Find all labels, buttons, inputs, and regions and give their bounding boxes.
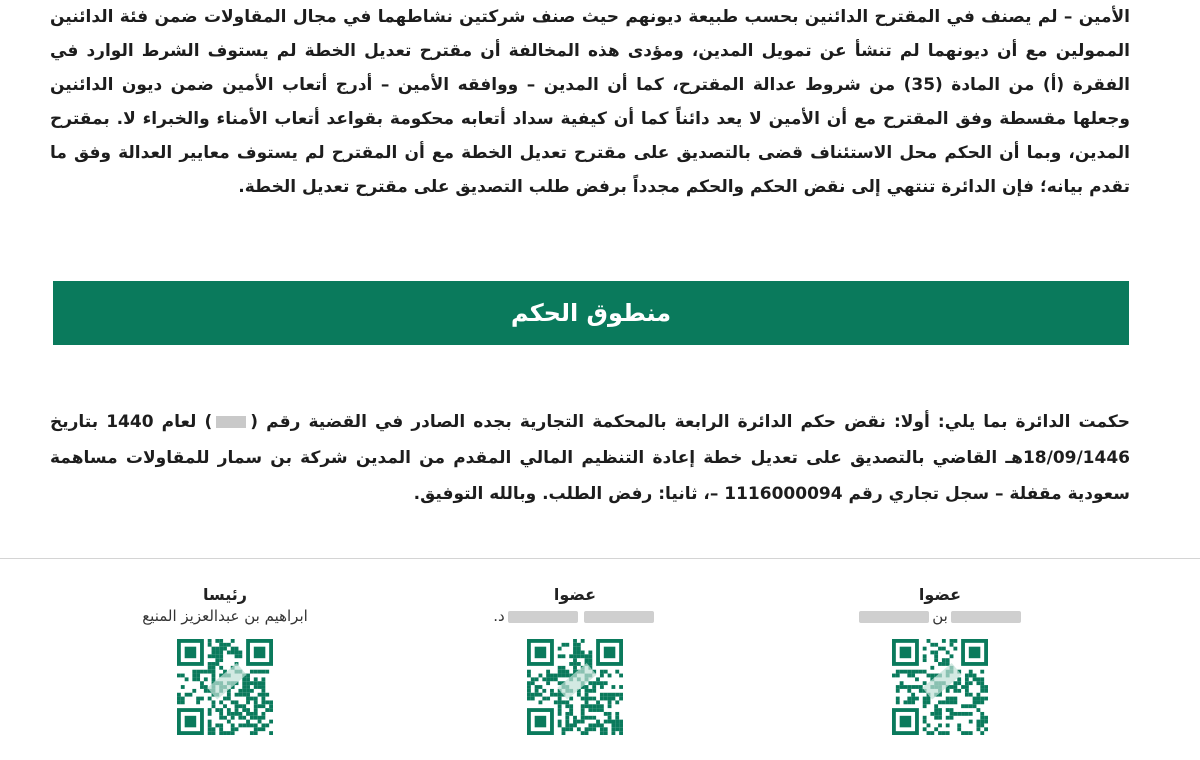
signature-role: عضوا <box>918 585 962 604</box>
verdict-title: منطوق الحكم <box>510 299 672 327</box>
signature-name: بن <box>820 607 1060 629</box>
verdict-banner <box>53 281 1129 345</box>
verdict-text-start: حكمت الدائرة بما يلي: أولا: نقض حكم الدائرة الرابعة بالمحكمة التجارية بجده الصادر في القضية رقم ( <box>250 412 1130 432</box>
signature-president <box>105 585 345 735</box>
signature-name: د. <box>455 607 695 629</box>
verdict-text-end: ) لعام 1440 بتاريخ 18/09/1446هـ القاضي بالتصديق على تعديل خطة إعادة التنظيم المالي المقدم من المدين شركة بن سمار للمقاولات مساهمة سعودية مقفلة – سجل تجاري رقم 1116000094 –، ثانيا: رفض الطلب. وبالله التوفيق. <box>50 412 1130 504</box>
qr-code-icon <box>892 639 988 735</box>
signature-member-2 <box>820 585 1060 735</box>
signature-name: ابراهيم بن عبدالعزيز المنيع <box>142 607 308 625</box>
signature-divider <box>0 558 1200 559</box>
verdict-paragraph <box>50 404 1130 512</box>
qr-code-icon <box>527 639 623 735</box>
reasoning-paragraph: الأمين – لم يصنف في المقترح الدائنين بحسب طبيعة ديونهم حيث صنف شركتين نشاطهما في مجال المقاولات ضمن فئة الدائنين الممولين مع أن ديونهما لم تنشأ عن تمويل المدين، ومؤدى هذه المخالفة أن مقترح تعديل الخطة لم يستوف الشرط الوارد في الفقرة (أ) من المادة (35) من شروط عدالة المقترح، كما أن المدين – ووافقه الأمين – أدرج أتعاب الأمين ضمن ديون الدائنين وجعلها مقسطة وفق المقترح مع أن الأمين لا يعد دائناً كما أن كيفية سداد أتعابه محكومة بقواعد أتعاب الأمناء والخبراء لا. بمقترح المدين، وبما أن الحكم محل الاستئناف قضى بالتصديق على مقترح تعديل الخطة مع أن المقترح لم يستوف معايير العدالة وفق ما تقدم بيانه؛ فإن الدائرة تنتهي إلى نقض الحكم والحكم مجدداً برفض طلب التصديق على مقترح تعديل الخطة. <box>50 7 1130 197</box>
signature-member-1 <box>455 585 695 735</box>
redacted-case-number <box>216 416 246 428</box>
qr-code-icon <box>177 639 273 735</box>
signature-role: عضوا <box>553 585 597 604</box>
signature-role: رئيسا <box>202 585 248 604</box>
